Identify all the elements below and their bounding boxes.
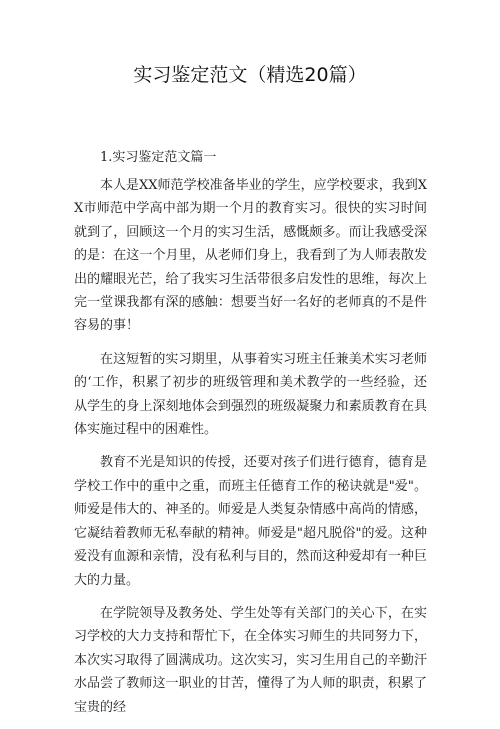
- section-heading: 1.实习鉴定范文篇一: [100, 150, 217, 165]
- paragraph-4: 在学院领导及教务处、学生处等有关部门的关心下，在实习学校的大力支持和帮忙下，在全体实习师生的共同努力下，本次实习取得了圆满成功。这次实习，实习生用自己的辛勤汗水品尝了教师这一职业的甘苦，懂得了为人师的职责，积累了宝贵的经: [74, 605, 427, 715]
- document-body: [74, 174, 427, 729]
- paragraph-3: 教育不光是知识的传授，还要对孩子们进行德育，德育是学校工作中的重中之重，而班主任德育工作的秘诀就是"爱"。师爱是伟大的、神圣的。师爱是人类复杂情感中高尚的情感，它凝结着教师无私奉献的精神。师爱是"超凡脱俗"的爱。这种爱没有血源和亲情，没有私利与目的，然而这种爱却有一种巨大的力量。: [74, 455, 427, 588]
- document-title: 实习鉴定范文（精选20篇）: [133, 64, 367, 86]
- paragraph-1: 本人是XX师范学校准备毕业的学生，应学校要求，我到XX市师范中学高中部为期一个月的教育实习。很快的实习时间就到了，回顾这一个月的实习生活，感慨颇多。而让我感受深的是：在这一个月里，从老师们身上，我看到了为人师表散发出的耀眼光芒，给了我实习生活带很多启发性的思维，每次上完一堂课我都有深的感触：想要当好一名好的老师真的不是件容易的事！: [74, 178, 427, 334]
- paragraph-2: 在这短暂的实习期里，从事着实习班主任兼美术实习老师的‘工作，积累了初步的班级管理和美术教学的一些经验，还从学生的身上深刻地体会到强烈的班级凝聚力和素质教育在具体实施过程中的困难性。: [74, 351, 427, 438]
